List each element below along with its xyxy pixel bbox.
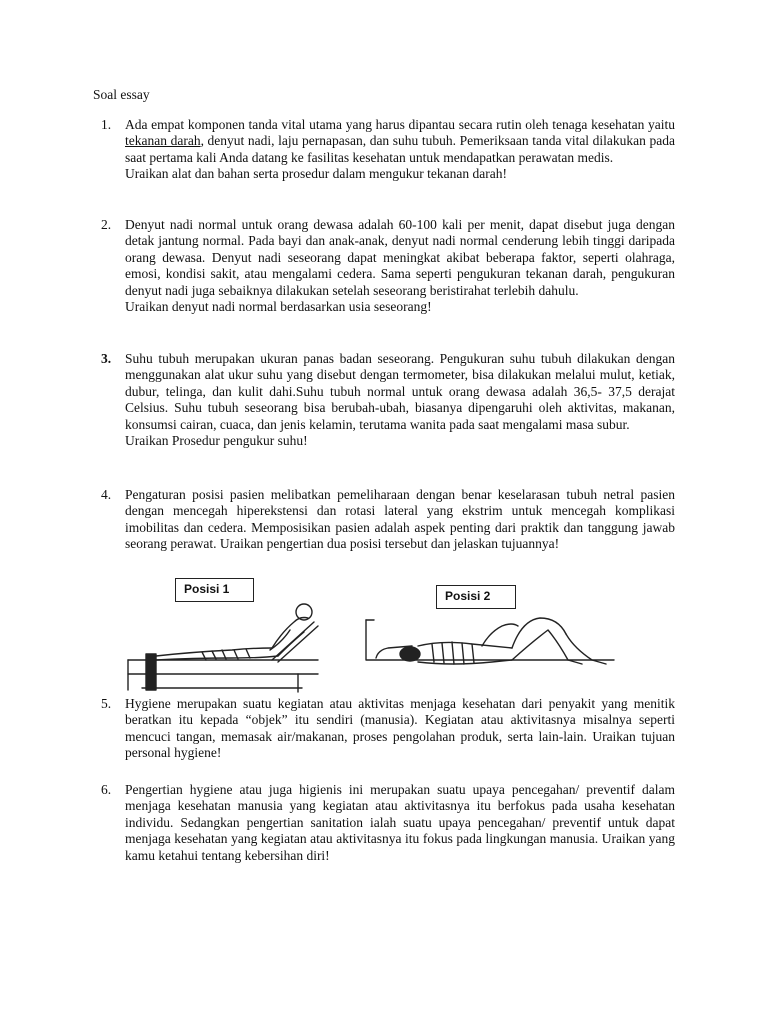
question-task: Uraikan alat dan bahan serta prosedur dalam mengukur tekanan darah! — [125, 166, 507, 182]
question-6 — [93, 782, 675, 864]
question-text: Hygiene merupakan suatu kegiatan atau aktivitas menjaga kesehatan dari penyakit yang menitik beratkan itu kepada “objek” itu sendiri (manusia). Kegiatan atau aktivitasnya misalnya seperti mencuci tangan, memasak air/makanan, proses pengolahan produk, serta lain-lain. Uraikan tujuan personal hygiene! — [125, 696, 675, 761]
question-task: Uraikan Prosedur pengukur suhu! — [125, 433, 308, 449]
question-3 — [93, 351, 675, 449]
posisi-2-illustration — [362, 612, 620, 694]
question-number: 6. — [101, 782, 112, 797]
question-text: Denyut nadi normal untuk orang dewasa adalah 60-100 kali per menit, dapat disebut juga dengan detak jantung normal. Pada bayi dan anak-anak, denyut nadi normal cenderung lebih tinggi daripada orang dewasa. Denyut nadi seseorang dapat meningkat akibat beberapa faktor, seperti olahraga, emosi, kondisi sakit, atau mengalami cedera. Sama seperti pengukuran tekanan darah, pengukuran denyut nadi juga sebaiknya dilakukan setelah seseorang beristirahat terlebih dahulu. — [125, 217, 675, 298]
question-number: 1. — [101, 117, 112, 132]
underlined-term: tekanan darah — [125, 133, 201, 149]
posisi-1-illustration — [122, 602, 322, 694]
question-text: Ada empat komponen tanda vital utama yang harus dipantau secara rutin oleh tenaga kesehatan yaitu tekanan darah, denyut nadi, laju pernapasan, dan suhu tubuh. Pemeriksaan tanda vital dilakukan pada saat pertama kali Anda datang ke fasilitas kesehatan untuk mendapatkan perawatan medis. — [125, 117, 675, 165]
question-text: Pengaturan posisi pasien melibatkan pemeliharaan dengan benar keselarasan tubuh netral pasien dengan mencegah hiperekstensi dan rotasi lateral yang ekstrim untuk mencegah komplikasi imobilitas dan cedera. Memposisikan pasien adalah aspek penting dari praktik dan tanggung jawab seorang perawat. Uraikan pengertian dua posisi tersebut dan jelaskan tujuannya! — [125, 487, 675, 552]
question-number: 2. — [101, 217, 112, 232]
posisi-1-label: Posisi 1 — [175, 578, 254, 602]
question-4 — [93, 487, 675, 553]
question-text: Suhu tubuh merupakan ukuran panas badan seseorang. Pengukuran suhu tubuh dilakukan dengan menggunakan alat ukur suhu yang disebut dengan termometer, bisa dilakukan melalui mulut, ketiak, dubur, telinga, dan kulit dahi.Suhu tubuh normal untuk orang dewasa adalah 36,5- 37,5 derajat Celsius. Suhu tubuh seseorang bisa berubah-ubah, biasanya dipengaruhi oleh aktivitas, makanan, konsumsi cairan, cuaca, dan jenis kelamin, terutama wanita pada saat mengalami masa subur. — [125, 351, 675, 432]
question-number: 5. — [101, 696, 112, 711]
document-title: Soal essay — [93, 87, 150, 102]
question-1 — [93, 117, 675, 183]
posisi-2-label: Posisi 2 — [436, 585, 516, 609]
question-text: Pengertian hygiene atau juga higienis ini merupakan suatu upaya pencegahan/ preventif dalam menjaga kesehatan manusia yang kegiatan atau aktivitasnya itu berfokus pada usaha kesehatan individu. Sedangkan pengertian sanitation ialah suatu upaya pencegahan/ preventif untuk dapat menjaga kesehatan yang kegiatan atau aktivitasnya itu fokus pada lingkungan manusia. Uraikan yang kamu ketahui tentang kebersihan diri! — [125, 782, 675, 863]
question-task: Uraikan denyut nadi normal berdasarkan usia seseorang! — [125, 299, 432, 315]
question-5 — [93, 696, 675, 762]
question-number: 3. — [101, 351, 112, 366]
question-number: 4. — [101, 487, 112, 502]
question-2 — [93, 217, 675, 315]
